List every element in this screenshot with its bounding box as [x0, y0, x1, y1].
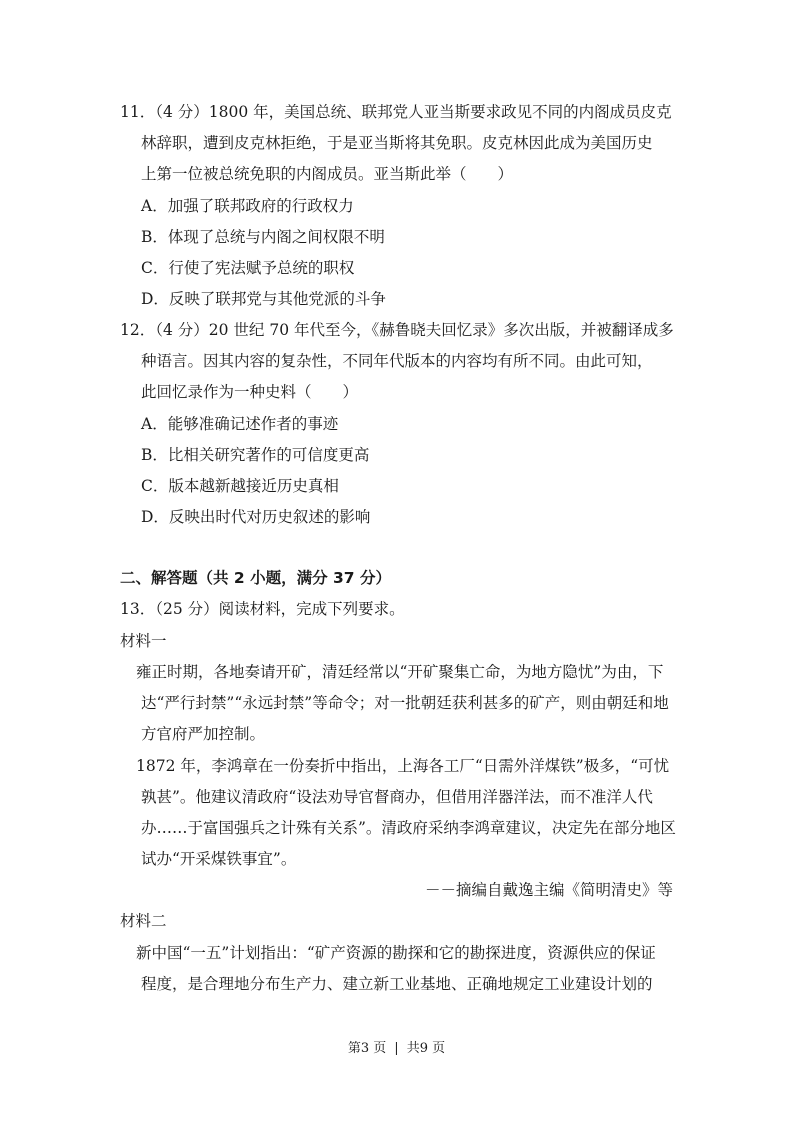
material-1-para-1-line-3: 方官府严加控制。: [141, 725, 266, 743]
section-heading: 二、解答题（共 2 小题，满分 37 分）: [120, 569, 391, 587]
page-number: 第3 页: [347, 1041, 387, 1056]
material-1-para-2-line-3: 办……于富国强兵之计殊有关系”。清政府采纳李鸿章建议，决定先在部分地区: [141, 819, 676, 837]
q12-option-d: D．反映出时代对历史叙述的影响: [141, 508, 371, 526]
material-2-label: 材料二: [120, 912, 167, 930]
q12-option-c: C．版本越新越接近历史真相: [141, 477, 339, 495]
page-total: 共9 页: [406, 1041, 446, 1056]
material-1-para-2-line-1: 1872 年，李鸿章在一份奏折中指出，上海各工厂“日需外洋煤铁”极多，“可忧: [136, 757, 670, 775]
q12-stem-line-3: 此回忆录作为一种史料（ ）: [141, 383, 359, 401]
q11-stem-line-1: 11．（4 分）1800 年，美国总统、联邦党人亚当斯要求政见不同的内阁成员皮克: [120, 103, 672, 121]
material-1-para-1-line-1: 雍正时期，各地奏请开矿，清廷经常以“开矿聚集亡命，为地方隐忧”为由，下: [136, 663, 664, 681]
material-2-para-1-line-2: 程度，是合理地分布生产力、建立新工业基地、正确地规定工业建设计划的: [141, 975, 653, 993]
q11-option-d: D．反映了联邦党与其他党派的斗争: [141, 290, 386, 308]
q11-option-a: A．加强了联邦政府的行政权力: [141, 197, 354, 215]
material-1-source: －－摘编自戴逸主编《简明清史》等: [424, 881, 673, 899]
footer-separator: |: [394, 1041, 399, 1056]
q12-option-a: A．能够准确记述作者的事迹: [141, 415, 339, 433]
q12-stem-line-2: 种语言。因其内容的复杂性，不同年代版本的内容均有所不同。由此可知，: [141, 352, 653, 370]
q12-option-b: B．比相关研究著作的可信度更高: [141, 446, 370, 464]
q12-stem-line-1: 12．（4 分）20 世纪 70 年代至今，《赫鲁晓夫回忆录》多次出版，并被翻译成多: [120, 321, 674, 339]
q13-intro: 13．（25 分）阅读材料，完成下列要求。: [120, 600, 405, 618]
material-1-para-2-line-2: 孰甚”。他建议清政府“设法劝导官督商办，但借用洋器洋法，而不准洋人代: [141, 788, 653, 806]
page-footer: [0, 1040, 793, 1058]
q11-stem-line-3: 上第一位被总统免职的内阁成员。亚当斯此举（ ）: [141, 165, 514, 183]
q11-option-c: C．行使了宪法赋予总统的职权: [141, 259, 355, 277]
q11-stem-line-2: 林辞职，遭到皮克林拒绝，于是亚当斯将其免职。皮克林因此成为美国历史: [141, 134, 653, 152]
q11-option-b: B．体现了总统与内阁之间权限不明: [141, 228, 385, 246]
material-1-label: 材料一: [120, 632, 167, 650]
material-1-para-2-line-4: 试办“开采煤铁事宜”。: [141, 850, 297, 868]
material-2-para-1-line-1: 新中国“一五”计划指出：“矿产资源的勘探和它的勘探进度，资源供应的保证: [136, 944, 656, 962]
material-1-para-1-line-2: 达“严行封禁”“永远封禁”等命令；对一批朝廷获利甚多的矿产，则由朝廷和地: [141, 694, 669, 712]
